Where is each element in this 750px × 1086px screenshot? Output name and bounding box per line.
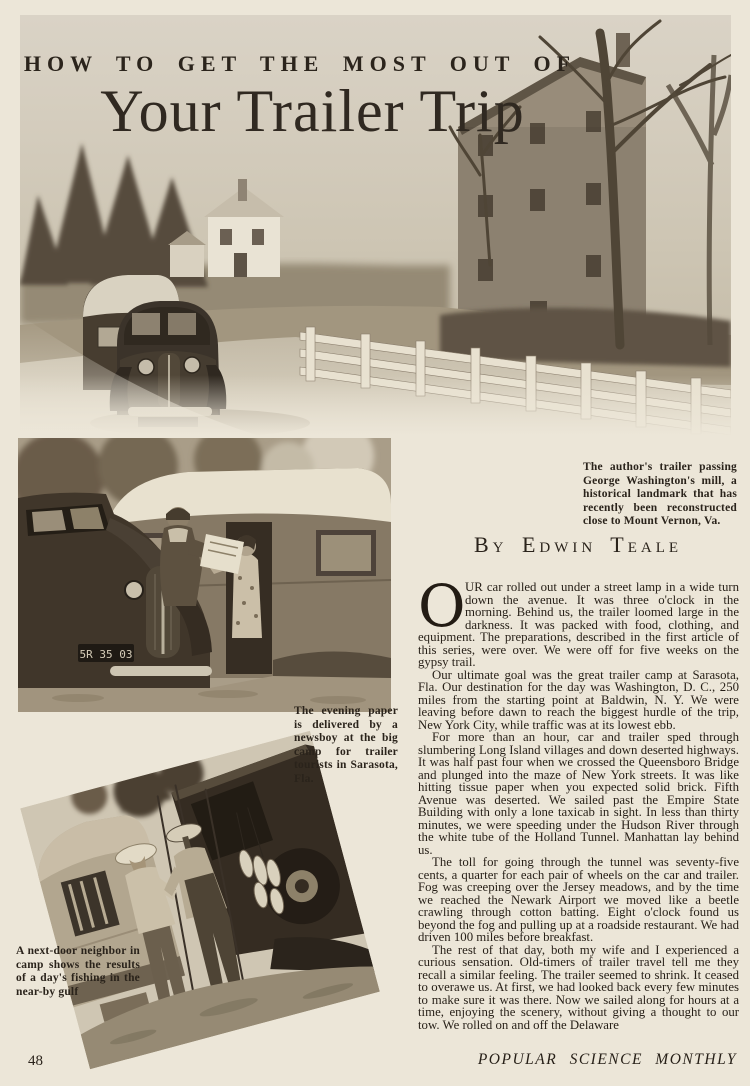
article-paragraph: The rest of that day, both my wife and I experienced a curious sensation. Old-timers of trailer travel tell me they recall a similar feeling. The trailer seemed to shrink. It ceased to overawe us. At first, we had looked back every few minutes to make sure it was there. Now we sailed along for hours at a time, enjoying the scenery, without giving a thought to our tow. We rolled on and off the Delaware [418, 942, 739, 1032]
page-title: Your Trailer Trip [100, 78, 525, 144]
page-number: 48 [28, 1053, 43, 1069]
top-photo [20, 15, 731, 436]
article-paragraph: For more than an hour, car and trailer sped through slumbering Long Island villages and down deserted highways. It was half past four when we crossed the Queensboro Bridge and plunged into the maze of New York streets. It was like hitting tissue paper when you expected solid brick. Fifth Avenue was deserted. We sailed past the Empire State Building with only a lone taxicab in sight. In less than thirty minutes, we were speeding under the Hudson River through the white tube of the Holland Tunnel. Manhattan lay behind us. [418, 730, 739, 857]
bottom-photo-caption: A next-door neighbor in camp shows the results of a day's fishing in the near-by gulf [16, 945, 140, 998]
middle-photo-caption: The evening paper is delivered by a newsboy at the big camp for trailer tourists in Sarasota, Fla. [294, 705, 398, 785]
article-paragraph [418, 572, 739, 669]
article-body [418, 572, 739, 1032]
article-kicker: HOW TO GET THE MOST OUT OF [23, 51, 577, 76]
article-paragraph: The toll for going through the tunnel was seventy-five cents, a quarter for each pair of wheels on the car and trailer. Fog was creeping over the Jersey meadows, and by the time we reached the Newark Airport we moved like a beetle crawling through cotton batting. Eight o'clock found us beyond the fog and pulling up at a roadside restaurant. We had driven 100 miles before breakfast. [418, 855, 739, 944]
license-plate-text: 5R 35 03 [79, 648, 133, 661]
byline: By Edwin Teale [473, 532, 683, 557]
paragraph-text: UR car rolled out under a street lamp in a wide turn down the avenue. It was three o'clock in the morning. Behind us, the trailer loomed large in the darkness. It was packed with food, clothing, and equipment. The preparations, described in the first article of this series, were over. We were off for five weeks on the gypsy trail. [418, 580, 739, 669]
middle-photo [18, 438, 391, 712]
middle-photo-scene [18, 438, 391, 712]
article-paragraph: Our ultimate goal was the great trailer camp at Sarasota, Fla. Our destination for the day was Washington, D. C., 250 miles from the starting point at Baldwin, N. Y. We were leaving before dawn to reach the biggest hurdle of the trip, New York City, while traffic was at its lowest ebb. [418, 667, 739, 732]
top-photo-caption: The author's trailer passing George Washington's mill, a historical landmark that has recently been reconstructed close to Mount Vernon, Va. [583, 461, 737, 528]
magazine-name: POPULAR SCIENCE MONTHLY [477, 1051, 737, 1068]
drop-cap: O [418, 572, 466, 640]
